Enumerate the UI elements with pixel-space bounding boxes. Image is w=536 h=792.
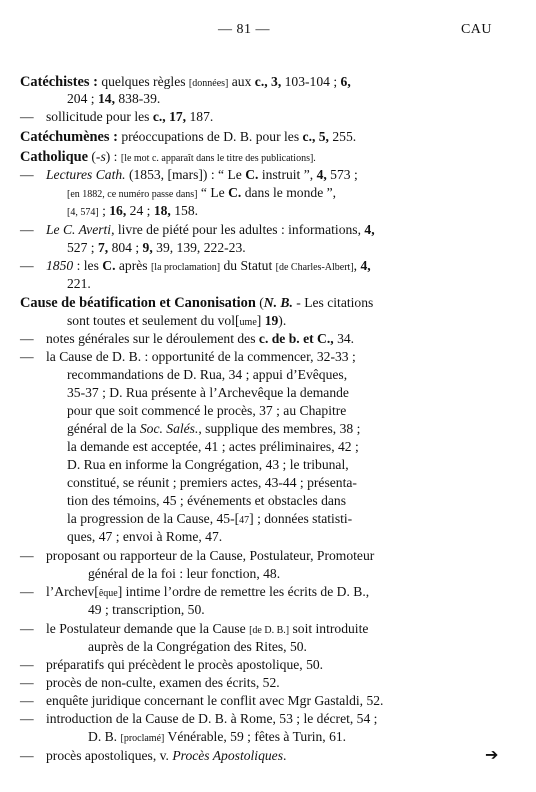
index-line: D. Rua en informe la Congrégation, 43 ; le tribunal, [67, 457, 349, 472]
index-line: — préparatifs qui précèdent le procès apostolique, 50. [20, 657, 324, 672]
index-line: D. B. [proclamé] Vénérable, 59 ; fêtes à Turin, 61. [88, 729, 347, 744]
page-header [0, 22, 536, 42]
index-line: Catéchumènes : préoccupations de D. B. pour les c., 5, 255. [20, 129, 357, 145]
index-line: — la Cause de D. B. : opportunité de la commencer, 32-33 ; [20, 349, 356, 364]
index-line: — enquête juridique concernant le conflit avec Mgr Gastaldi, 52. [20, 693, 384, 708]
index-line: [4, 574] ; 16, 24 ; 18, 158. [67, 203, 199, 218]
index-line: — introduction de la Cause de D. B. à Rome, 53 ; le décret, 54 ; [20, 711, 378, 726]
index-line: Catholique (-s) : [le mot c. apparaît dans le titre des publications]. [20, 149, 316, 165]
index-line: ques, 47 ; envoi à Rome, 47. [67, 529, 223, 544]
index-line: — proposant ou rapporteur de la Cause, Postulateur, Promoteur [20, 548, 375, 563]
index-line: la demande est acceptée, 41 ; actes préliminaires, 42 ; [67, 439, 359, 454]
index-line: la progression de la Cause, 45-[47] ; données statisti- [67, 511, 353, 526]
index-line: Cause de béatification et Canonisation (N. B. - Les citations [20, 295, 374, 311]
index-line: général de la Soc. Salés., supplique des membres, 38 ; [67, 421, 361, 436]
index-line: 527 ; 7, 804 ; 9, 39, 139, 222-23. [67, 240, 246, 255]
index-line: 35-37 ; D. Rua présente à l’Archevêque la demande [67, 385, 349, 400]
continue-arrow-icon: ➔ [485, 747, 499, 764]
index-line: — sollicitude pour les c., 17, 187. [20, 109, 214, 124]
index-line: général de la foi : leur fonction, 48. [88, 566, 281, 581]
index-line: — Lectures Cath. (1853, [mars]) : “ Le C. instruit ”, 4, 573 ; [20, 167, 358, 182]
index-line: — le Postulateur demande que la Cause [de D. B.] soit introduite [20, 621, 369, 636]
index-line: — notes générales sur le déroulement des c. de b. et C., 34. [20, 331, 355, 346]
running-head: CAU [460, 22, 492, 37]
index-line: 221. [67, 276, 91, 291]
index-line: constitué, se réunit ; premiers actes, 43-44 ; présenta- [67, 475, 357, 490]
index-line: tion des témoins, 45 ; événements et obstacles dans [67, 493, 346, 508]
index-line: — 1850 : les C. après [la proclamation] du Statut [de Charles-Albert], 4, [20, 258, 371, 273]
index-line: sont toutes et seulement du vol[ume] 19). [67, 313, 287, 328]
index-line: 204 ; 14, 838-39. [67, 91, 161, 106]
index-line: — procès de non-culte, examen des écrits, 52. [20, 675, 280, 690]
index-line: [en 1882, ce numéro passe dans] “ Le C. dans le monde ”, [67, 185, 337, 200]
index-line: — l’Archev[êque] intime l’ordre de remettre les écrits de D. B., [20, 584, 370, 599]
index-line: Catéchistes : quelques règles [données] aux c., 3, 103-104 ; 6, [20, 74, 351, 90]
index-line: recommandations de D. Rua, 34 ; appui d’Evêques, [67, 367, 348, 382]
page-number: — 81 — [218, 22, 270, 37]
index-line: — Le C. Averti, livre de piété pour les adultes : informations, 4, [20, 222, 375, 237]
index-line: pour que soit commencé le procès, 37 ; au Chapitre [67, 403, 347, 418]
index-line: 49 ; transcription, 50. [88, 602, 205, 617]
index-line: auprès de la Congrégation des Rites, 50. [88, 639, 307, 654]
index-line: — procès apostoliques, v. Procès Apostoliques. [20, 748, 287, 763]
